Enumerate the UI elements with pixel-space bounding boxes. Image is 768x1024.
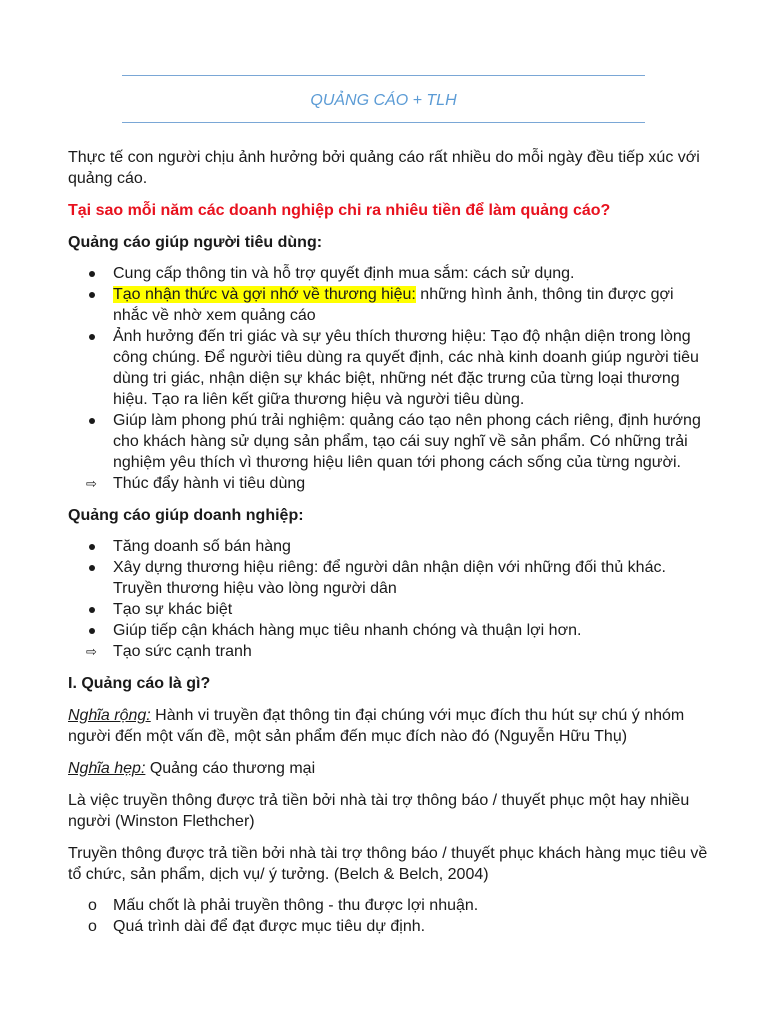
section-heading: I. Quảng cáo là gì?: [68, 675, 211, 692]
narrow-text: Quảng cáo thương mại: [145, 760, 316, 777]
list-item: Cung cấp thông tin và hỗ trợ quyết định mua sắm: cách sử dụng.: [68, 263, 708, 284]
list-item: Ảnh hưởng đến tri giác và sự yêu thích thương hiệu: Tạo độ nhận diện trong lòng công chúng. Để người tiêu dùng ra quyết định, các nhà kinh doanh giúp người tiêu dùng tri giác, nhận diện sự khác biệt, những nét đặc trưng của từng loại thương hiệu. Tạo ra liên kết giữa thương hiệu và người tiêu dùng.: [68, 326, 708, 410]
list-item: Tăng doanh số bán hàng: [68, 536, 708, 557]
narrow-label: Nghĩa hẹp:: [68, 760, 146, 777]
list-item-text: những hình ảnh, thông tin được gợi nhắc về nhờ xem quảng cáo: [113, 286, 674, 324]
narrow-definition: [68, 758, 708, 779]
circle-bullet-icon: o: [88, 897, 97, 914]
business-list: [68, 536, 708, 662]
list-item: Giúp tiếp cận khách hàng mục tiêu nhanh chóng và thuận lợi hơn.: [68, 620, 708, 641]
business-heading: Quảng cáo giúp doanh nghiệp:: [68, 507, 304, 524]
list-item: [68, 284, 708, 326]
definition-paragraph: Truyền thông được trả tiền bởi nhà tài trợ thông báo / thuyết phục khách hàng mục tiêu về tổ chức, sản phẩm, dịch vụ/ ý tưởng. (Belch & Belch, 2004): [68, 845, 708, 883]
broad-label: Nghĩa rộng:: [68, 707, 151, 724]
header-rule-bottom: [122, 122, 645, 123]
list-item: [68, 916, 708, 937]
conclusion-text: Thúc đẩy hành vi tiêu dùng: [113, 475, 306, 492]
broad-text: Hành vi truyền đạt thông tin đại chúng với mục đích thu hút sự chú ý nhóm người đến một vấn đề, một sản phẩm đến mục đích nào đó (Nguyễn Hữu Thụ): [68, 707, 685, 745]
definition-paragraph: Là việc truyền thông được trả tiền bởi nhà tài trợ thông báo / thuyết phục một hay nhiều người (Winston Flethcher): [68, 792, 690, 830]
document-body: [68, 147, 708, 937]
list-item-text: Quá trình dài để đạt được mục tiêu dự định.: [113, 918, 426, 935]
arrow-icon: ⇨: [86, 644, 97, 659]
conclusion-item: [68, 641, 708, 662]
consumer-list: [68, 263, 708, 494]
list-item: Giúp làm phong phú trải nghiệm: quảng cáo tạo nên phong cách riêng, định hướng cho khách hàng sử dụng sản phẩm, tạo cái suy nghĩ về sản phẩm. Có những trải nghiệm yêu thích vì thương hiệu liên quan tới phong cách sống của từng người.: [68, 410, 708, 473]
broad-definition: [68, 705, 708, 747]
conclusion-item: [68, 473, 708, 494]
consumer-heading: Quảng cáo giúp người tiêu dùng:: [68, 234, 323, 251]
list-item-text: Mấu chốt là phải truyền thông - thu được lợi nhuận.: [113, 897, 479, 914]
page-title: QUẢNG CÁO + TLH: [310, 92, 457, 109]
list-item: Tạo sự khác biệt: [68, 599, 708, 620]
highlighted-text: Tạo nhận thức và gợi nhớ về thương hiệu:: [113, 286, 416, 303]
sub-list: [68, 895, 708, 937]
question-heading: Tại sao mỗi năm các doanh nghiệp chi ra nhiêu tiền để làm quảng cáo?: [68, 202, 611, 219]
list-item: [68, 895, 708, 916]
circle-bullet-icon: o: [88, 918, 97, 935]
header-rule-top: [122, 75, 645, 76]
arrow-icon: ⇨: [86, 476, 97, 491]
list-item: Xây dựng thương hiệu riêng: để người dân nhận diện với những đối thủ khác. Truyền thương hiệu vào lòng người dân: [68, 557, 708, 599]
intro-paragraph: Thực tế con người chịu ảnh hưởng bởi quảng cáo rất nhiều do mỗi ngày đều tiếp xúc với quảng cáo.: [68, 149, 700, 187]
conclusion-text: Tạo sức cạnh tranh: [113, 643, 252, 660]
